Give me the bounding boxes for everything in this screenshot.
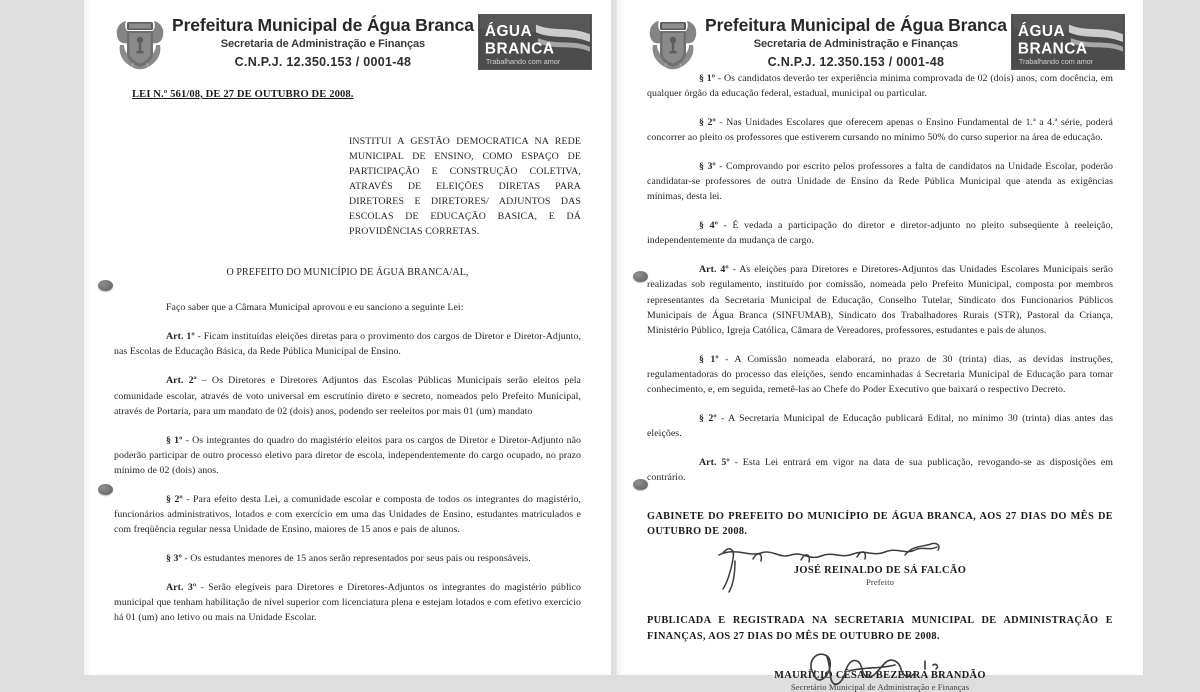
agua-branca-logo: [478, 14, 592, 70]
paragraph-text: - Ficam instituídas eleições diretas para o provimento dos cargos de Diretor e Diretor-Adjunto, nas Escolas de Educação Básica, da Rede Pública Municipal de Ensino.: [114, 331, 581, 358]
paragraph-1: [114, 433, 581, 478]
letterhead-title: Prefeitura Municipal de Água Branca: [172, 15, 474, 35]
paragraph-text: - Nas Unidades Escolares que oferecem apenas o Ensino Fundamental de 1.ª a 4.ª série, poderá concorrer ao pleito os professores que estiverem cursando no mínimo 50% do curso superior na área de educação.: [647, 117, 1113, 144]
paragraph-marker: Art. 3º: [166, 581, 197, 593]
signature-name-secretario: MAURÍCIO CÉSAR BEZERRA BRANDÃO: [774, 669, 986, 681]
gabinete-clause: GABINETE DO PREFEITO DO MUNICÍPIO DE ÁGUA BRANCA, AOS 27 DIAS DO MÊS DE OUTUBRO DE 2008.: [647, 510, 1113, 538]
svg-text:ÁGUA: ÁGUA: [1017, 23, 1066, 41]
svg-text:Trabalhando com amor: Trabalhando com amor: [1018, 57, 1094, 67]
paragraph-text: - Esta Lei entrará em vigor na data de sua publicação, revogando-se as disposições em contrário.: [647, 456, 1113, 483]
paragraph-text: – Os Diretores e Diretores Adjuntos das Escolas Públicas Municipais serão eleitos pela comunidade escolar, através de voto universal em escrutínio direto e secreto, nomeados pelo Prefeito Municipal, através de Portaria, para um mandato de 02 (dois) anos, podendo ser reeleitos por mais 01 (um) mandato: [114, 375, 581, 417]
svg-text:Trabalhando com amor: Trabalhando com amor: [485, 57, 561, 67]
paragraph-art-3: [114, 580, 581, 625]
paragraph-marker: Art. 5º: [699, 456, 730, 468]
document-body-page-2: [645, 71, 1115, 692]
paragraph-text: - Os candidatos deverão ter experiência mínima comprovada de 02 (dois) anos, com docência, em qualquer órgão da educação federal, estadual, municipal ou particular.: [647, 73, 1113, 100]
paragraph-text: - É vedada a participação do diretor e diretor-adjunto no pleito subseqüente à reeleição, independentemente da mudança de cargo.: [647, 220, 1113, 247]
paragraph-marker: § 2º: [699, 117, 716, 129]
paragraph-art4-2: [647, 411, 1113, 441]
paragraph-marker: § 1º: [699, 353, 719, 365]
paragraph-1: [647, 71, 1113, 101]
letterhead-subtitle: Secretaria de Administração e Finanças: [220, 37, 426, 50]
paragraph-marker: § 2º: [166, 493, 183, 505]
paragraph-marker: § 1º: [166, 434, 183, 446]
paragraph-text: - Para efeito desta Lei, a comunidade escolar e composta de todos os integrantes do magistério, funcionários administrativos, lotados e com exercício em uma das Unidades de Ensino, estudantes matriculados e com freqüência regular nessa Unidade de Ensino, maiores de 15 anos e pais de alunos.: [114, 493, 581, 535]
paragraph-text: - As eleições para Diretores e Diretores-Adjuntos das Unidades Escolares Municipais serão realizadas sob regulamento, instituído por comissão, nomeada pelo Prefeito Municipal, composta por membros representantes da Secretaria Municipal de Educação, Conselho Tutelar, Sindicato dos Funcionarios Públicos Municipais de Água Branca (SINFUMAB), Sindicato dos Trabalhadores Rurais (STR), Pastoral da Criança, Ministério Público, Igreja Católica, Câmara de Vereadores, professores, estudantes e pais de alunos.: [647, 264, 1113, 336]
letterhead: [112, 8, 583, 73]
paragraph-marker: § 3º: [699, 161, 716, 173]
paragraph-art-5: [647, 455, 1113, 485]
letterhead: [645, 8, 1115, 73]
letterhead-subtitle: Secretaria de Administração e Finanças: [753, 37, 959, 50]
document-page-2: [616, 0, 1143, 692]
paragraph-marker: Art. 1º: [166, 331, 195, 343]
paragraph-art-1: [114, 329, 581, 359]
svg-text:BRANCA: BRANCA: [484, 40, 555, 58]
coat-of-arms-icon: [645, 13, 701, 71]
letterhead-title: Prefeitura Municipal de Água Branca: [705, 15, 1007, 35]
document-page-1: [84, 0, 611, 675]
signature-block-prefeito: [647, 565, 1113, 587]
signature-role-secretario: Secretário Municipal de Administração e Finanças: [790, 681, 970, 692]
law-heading: LEI N.º 561/08, DE 27 DE OUTUBRO DE 2008.: [132, 89, 354, 100]
signature-block-secretario: [647, 670, 1113, 692]
paragraph-2: [647, 115, 1113, 145]
paragraph-marker: Art. 2ª: [166, 375, 197, 387]
paragraph-text: - Serão elegíveis para Diretores e Diretores-Adjuntos os integrantes do magistério público municipal que tenham habilitação de nível superior com licenciatura plena e estejam lotados e com efetivo exercício há 01 (um) ano letivo ou mais na Unidade Escolar.: [114, 581, 581, 624]
svg-text:ÁGUA: ÁGUA: [484, 23, 533, 41]
paragraph-3: [647, 159, 1113, 204]
paragraph-marker: Art. 4º: [699, 264, 729, 276]
letterhead-cnpj: C.N.P.J. 12.350.153 / 0001-48: [767, 54, 945, 69]
coat-of-arms-icon: [112, 13, 168, 71]
law-summary: INSTITUI A GESTÃO DEMOCRATICA NA REDE MUNICIPAL DE ENSINO, COMO ESPAÇO DE PARTICIPAÇÃO E CONSTRUÇÃO COLETIVA, ATRAVÉS DE ELEIÇÕES DIRETAS PARA DIRETORES E DIRETORES/ ADJUNTOS DAS ESCOLAS DE EDUCAÇÃO BASICA, E DÁ PROVIDÊNCIAS CORRETAS.: [349, 136, 581, 238]
paragraph-text: - Comprovando por escrito pelos professores a falta de candidatos na Unidade Escolar, poderão candidatar-se professores de outra Unidade de Ensino da Rede Pública Municipal que atenda as exigências mínimas, desta lei.: [647, 161, 1113, 203]
paragraph-text: - Os integrantes do quadro do magistério eleitos para os cargos de Diretor e Diretor-Adjunto não poderão participar de outro processo eletivo para diretor de escola, independentemente do cargo ocupado, no prazo mínimo de 02 (dois) anos.: [114, 434, 582, 476]
paragraph-2: [114, 492, 581, 537]
paragraph-marker: § 2º: [699, 412, 717, 424]
paragraph-art4-1: [647, 352, 1113, 397]
paragraph-3: [114, 551, 581, 566]
publicada-clause: PUBLICADA E REGISTRADA NA SECRETARIA MUNICIPAL DE ADMINISTRAÇÃO E FINANÇAS, AOS 27 DIAS DO MÊS DE OUTUBRO DE 2008.: [647, 615, 1113, 642]
paragraph-text: - A Secretaria Municipal de Educação publicará Edital, no mínimo 30 (trinta) dias antes das eleições.: [647, 412, 1113, 439]
signature-role-prefeito: Prefeito: [865, 577, 894, 588]
paragraph-text: - Os estudantes menores de 15 anos serão representados por seus pais ou responsáveis.: [181, 552, 531, 564]
document-body-page-1: [112, 89, 583, 625]
preamble-authority: O PREFEITO DO MUNICÍPIO DE ÁGUA BRANCA/AL,: [226, 267, 469, 279]
paragraph-marker: § 3º: [166, 552, 182, 564]
preamble-sanction: [114, 300, 581, 315]
paragraph-marker: § 1º: [699, 73, 716, 84]
paragraph-text: - A Comissão nomeada elaborará, no prazo de 30 (trinta) dias, as devidas instruções, regulamentadoras do processo das eleições, sendo encaminhadas á Secretaria Municipal de Educação para tomar conhecimento, e, em seguida, remetê-las ao Chefe do Poder Executivo que baixará o respectivo Decreto.: [647, 353, 1113, 395]
paragraph-4: [647, 218, 1113, 248]
preamble-sanction-text: Faço saber que a Câmara Municipal aprovou e eu sanciono a seguinte Lei:: [166, 302, 464, 314]
svg-text:BRANCA: BRANCA: [1017, 40, 1088, 58]
letterhead-cnpj: C.N.P.J. 12.350.153 / 0001-48: [234, 54, 412, 69]
signature-name-prefeito: JOSÉ REINALDO DE SÁ FALCÃO: [793, 565, 967, 577]
paragraph-marker: § 4º: [699, 220, 718, 232]
agua-branca-logo: [1011, 14, 1125, 70]
paragraph-art-2: [114, 373, 581, 418]
paragraph-art-4: [647, 262, 1113, 337]
